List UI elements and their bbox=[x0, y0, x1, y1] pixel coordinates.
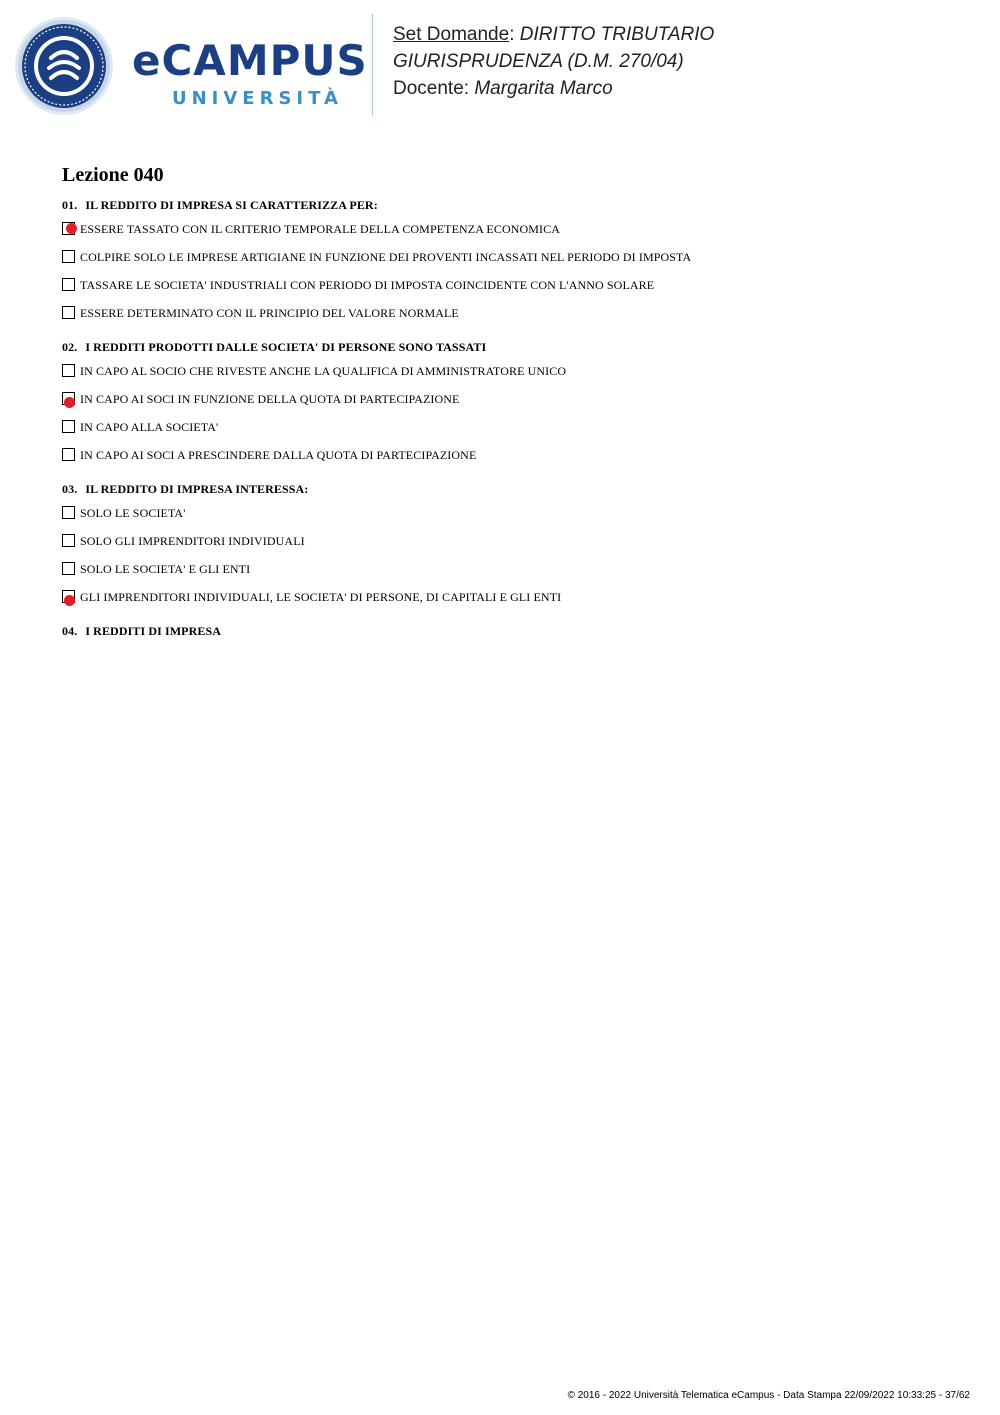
lesson-title: Lezione 040 bbox=[62, 164, 164, 186]
ecampus-seal-icon bbox=[14, 16, 114, 116]
answer-label: ESSERE TASSATO CON IL CRITERIO TEMPORALE DELLA COMPETENZA ECONOMICA bbox=[80, 222, 560, 236]
answer-label: IN CAPO AI SOCI IN FUNZIONE DELLA QUOTA DI PARTECIPAZIONE bbox=[80, 392, 460, 406]
question-text bbox=[62, 481, 962, 497]
answer-label: ESSERE DETERMINATO CON IL PRINCIPIO DEL VALORE NORMALE bbox=[80, 306, 459, 320]
question-label: I REDDITI PRODOTTI DALLE SOCIETA' DI PERSONE SONO TASSATI bbox=[85, 340, 487, 354]
answer-label: SOLO LE SOCIETA' bbox=[80, 506, 186, 520]
answer-option[interactable] bbox=[62, 419, 962, 447]
selected-answer-marker bbox=[64, 595, 75, 606]
answer-option[interactable] bbox=[62, 391, 962, 419]
teacher-line bbox=[393, 75, 714, 102]
answer-option[interactable] bbox=[62, 533, 962, 561]
answer-checkbox[interactable] bbox=[62, 278, 75, 291]
question-item bbox=[62, 197, 962, 333]
question-text bbox=[62, 623, 962, 639]
answer-label: GLI IMPRENDITORI INDIVIDUALI, LE SOCIETA' DI PERSONE, DI CAPITALI E GLI ENTI bbox=[80, 590, 562, 604]
answer-option[interactable] bbox=[62, 277, 962, 305]
answer-option[interactable] bbox=[62, 305, 962, 333]
question-document bbox=[62, 162, 962, 647]
brand-subtitle: UNIVERSITÀ bbox=[172, 88, 343, 109]
answer-label: IN CAPO AL SOCIO CHE RIVESTE ANCHE LA QUALIFICA DI AMMINISTRATORE UNICO bbox=[80, 364, 567, 378]
question-item bbox=[62, 623, 962, 639]
answer-option[interactable] bbox=[62, 589, 962, 617]
question-label: I REDDITI DI IMPRESA bbox=[85, 624, 221, 638]
question-text bbox=[62, 339, 962, 355]
answer-label: COLPIRE SOLO LE IMPRESE ARTIGIANE IN FUNZIONE DEI PROVENTI INCASSATI NEL PERIODO DI IMPOSTA bbox=[80, 250, 692, 264]
answer-option[interactable] bbox=[62, 447, 962, 475]
header-divider bbox=[372, 14, 373, 116]
answer-checkbox[interactable] bbox=[62, 420, 75, 433]
answer-option[interactable] bbox=[62, 561, 962, 589]
question-number: 03. bbox=[62, 482, 78, 496]
question-text bbox=[62, 197, 962, 213]
answer-label: SOLO GLI IMPRENDITORI INDIVIDUALI bbox=[80, 534, 305, 548]
answer-label: IN CAPO ALLA SOCIETA' bbox=[80, 420, 219, 434]
answer-checkbox[interactable] bbox=[62, 562, 75, 575]
answer-checkbox[interactable] bbox=[62, 506, 75, 519]
question-label: IL REDDITO DI IMPRESA SI CARATTERIZZA PER: bbox=[85, 198, 378, 212]
page-footer: © 2016 - 2022 Università Telematica eCampus - Data Stampa 22/09/2022 10:33:25 - 37/62 bbox=[567, 1390, 970, 1401]
selected-answer-marker bbox=[64, 397, 75, 408]
teacher-label: Docente: bbox=[393, 78, 475, 99]
answer-option[interactable] bbox=[62, 505, 962, 533]
degree-name: GIURISPRUDENZA (D.M. 270/04) bbox=[393, 51, 684, 72]
answer-checkbox[interactable] bbox=[62, 306, 75, 319]
question-number: 01. bbox=[62, 198, 78, 212]
answer-label: IN CAPO AI SOCI A PRESCINDERE DALLA QUOTA DI PARTECIPAZIONE bbox=[80, 448, 477, 462]
answer-checkbox[interactable] bbox=[62, 364, 75, 377]
ecampus-wordmark bbox=[132, 36, 368, 116]
answer-checkbox[interactable] bbox=[62, 250, 75, 263]
question-number: 02. bbox=[62, 340, 78, 354]
question-label: IL REDDITO DI IMPRESA INTERESSA: bbox=[85, 482, 309, 496]
answer-option[interactable] bbox=[62, 221, 962, 249]
question-item bbox=[62, 481, 962, 617]
answer-option[interactable] bbox=[62, 249, 962, 277]
answer-checkbox[interactable] bbox=[62, 448, 75, 461]
answer-label: TASSARE LE SOCIETA' INDUSTRIALI CON PERIODO DI IMPOSTA COINCIDENTE CON L'ANNO SOLARE bbox=[80, 278, 655, 292]
teacher-name: Margarita Marco bbox=[474, 78, 613, 99]
course-name: DIRITTO TRIBUTARIO bbox=[519, 24, 715, 45]
set-separator: : bbox=[509, 24, 520, 45]
selected-answer-marker bbox=[66, 223, 77, 234]
answer-checkbox[interactable] bbox=[62, 534, 75, 547]
set-label: Set Domande bbox=[393, 24, 510, 45]
set-line bbox=[393, 21, 714, 48]
brand-name: eCAMPUS bbox=[132, 36, 368, 85]
answer-label: SOLO LE SOCIETA' E GLI ENTI bbox=[80, 562, 251, 576]
header-info bbox=[393, 21, 714, 102]
question-item bbox=[62, 339, 962, 475]
question-number: 04. bbox=[62, 624, 78, 638]
answer-option[interactable] bbox=[62, 363, 962, 391]
